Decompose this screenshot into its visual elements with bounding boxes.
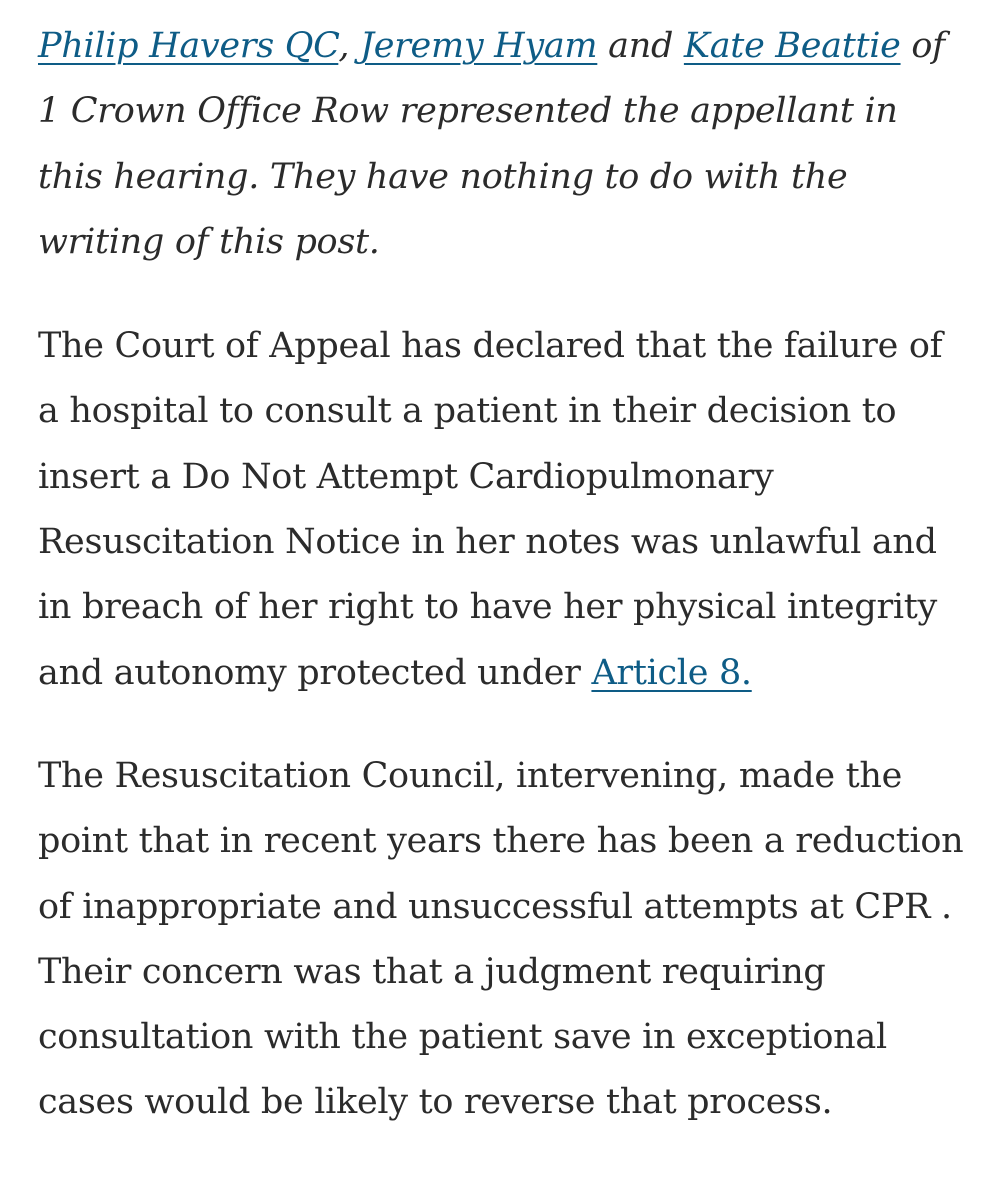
- paragraph-1-text: The Court of Appeal has declared that the failure of a hospital to consult a patient in their decision to insert a Do Not Attempt Cardiopulmonary Resuscitation Notice in her notes was unlawful and in breach of her right to have her physical integrity and autonomy protected under: [38, 326, 943, 693]
- article-8-link[interactable]: Article 8.: [591, 652, 752, 693]
- body-paragraph-1: [38, 314, 967, 706]
- disclaimer-text: of 1 Crown Office Row represented the appellant in this hearing. They have nothing to do with the writing of this post.: [38, 26, 945, 262]
- body-paragraph-2: [38, 744, 967, 1136]
- kate-beattie-link[interactable]: Kate Beattie: [683, 26, 901, 66]
- jeremy-hyam-link[interactable]: Jeremy Hyam: [359, 26, 598, 66]
- paragraph-2-text: The Resuscitation Council, intervening, made the point that in recent years there has been a reduction of inappropriate and unsuccessful attempts at CPR . Their concern was that a judgment requiring consultation with the patient save in exceptional cases would be likely to reverse that process.: [38, 755, 964, 1123]
- disclaimer-paragraph: [38, 14, 967, 275]
- philip-havers-link[interactable]: Philip Havers QC: [38, 26, 339, 66]
- separator-and: and: [597, 26, 684, 66]
- separator-comma: ,: [338, 26, 360, 66]
